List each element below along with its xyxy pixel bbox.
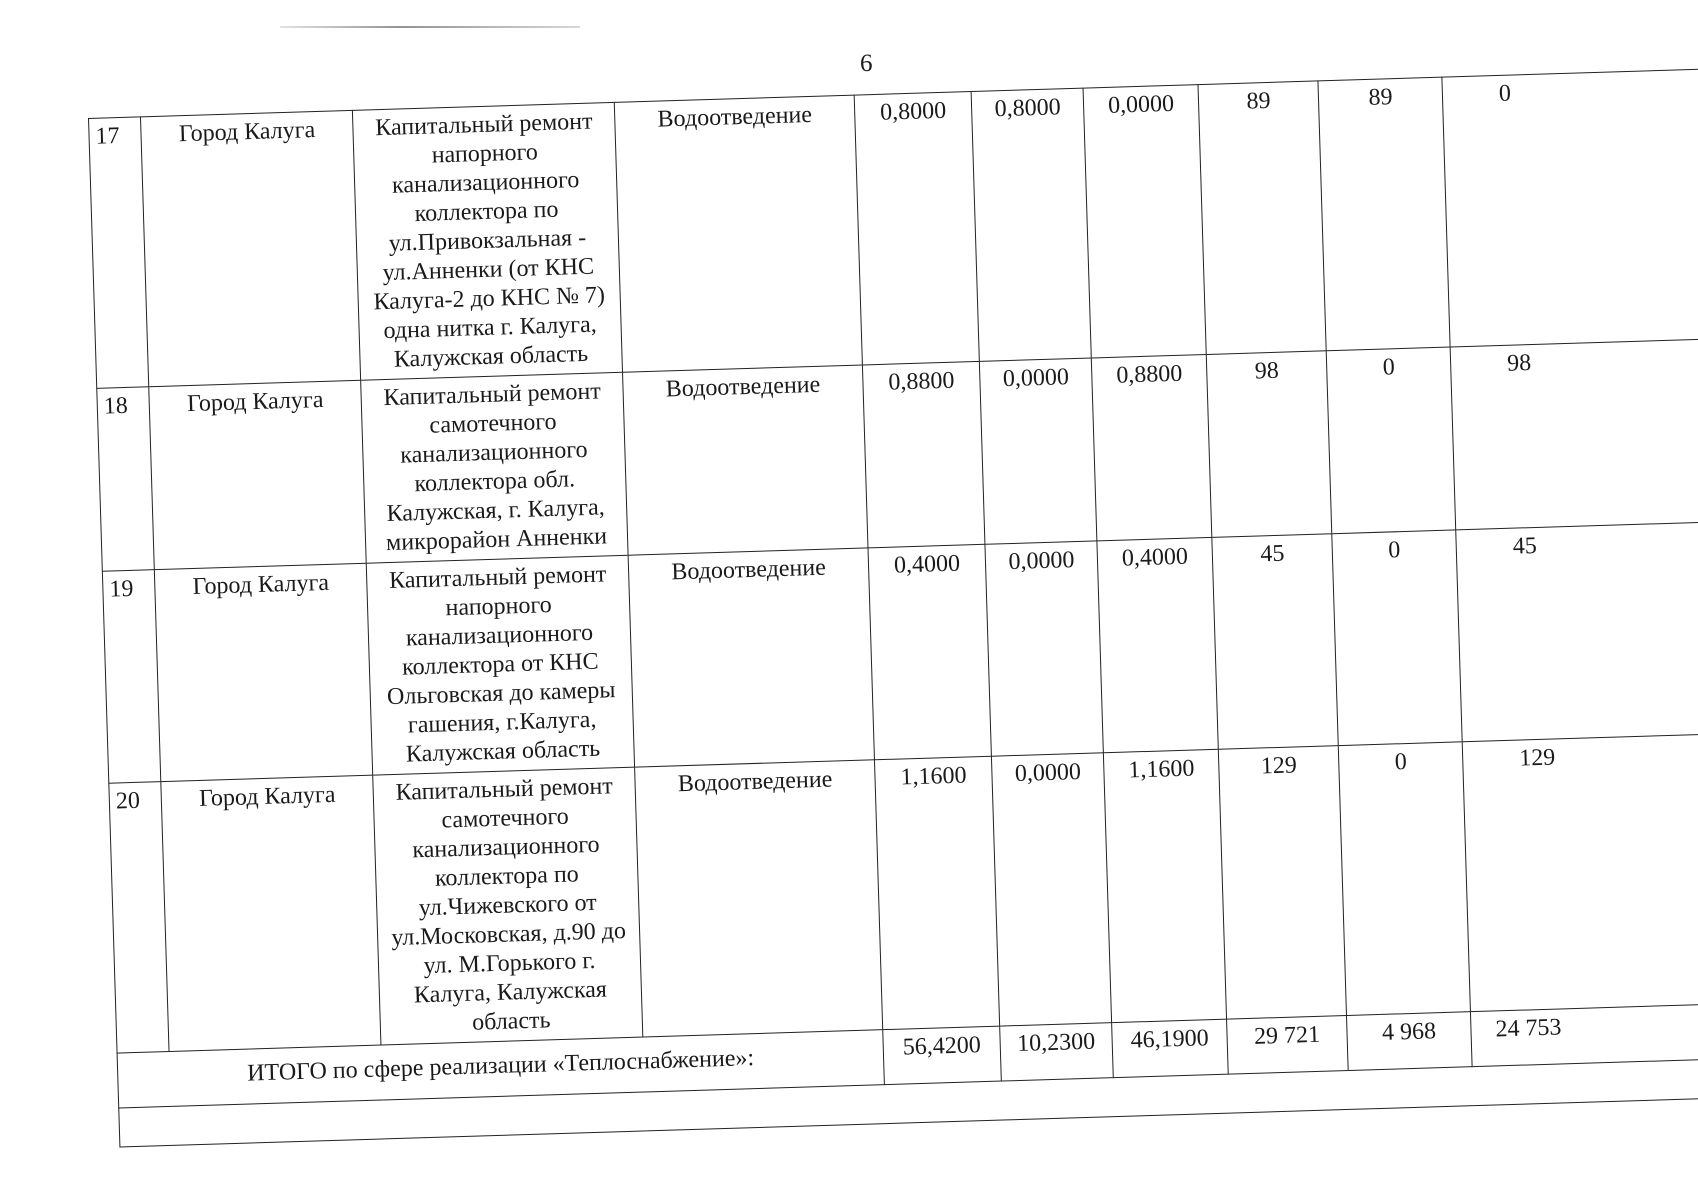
value-cell: 0 — [1332, 530, 1462, 746]
value-cell: 0,0000 — [979, 358, 1097, 544]
value-cell: 129 — [1462, 733, 1698, 1012]
value-cell: 0,8800 — [862, 361, 985, 547]
description-cell: Капитальный ремонт самотечного канализационного коллектора по ул.Чижевского от ул.Московская, д.90 до ул. М.Горького г. Калуга, Калужская область — [373, 767, 643, 1045]
sphere-cell: Водоотведение — [614, 95, 862, 372]
value-cell: 0,0000 — [991, 753, 1111, 1026]
row-number: 17 — [89, 117, 149, 388]
document-sheet — [88, 68, 1698, 1148]
row-number: 20 — [109, 782, 169, 1053]
municipality-cell: Город Калуга — [161, 775, 381, 1051]
value-cell: 0,0000 — [985, 541, 1103, 756]
value-cell: 98 — [1450, 338, 1698, 530]
value-cell: 1,1600 — [874, 756, 999, 1029]
sphere-cell: Водоотведение — [635, 760, 883, 1037]
description-cell: Капитальный ремонт напорного канализационного коллектора по ул.Привокзальная - ул.Анненки (от КНС Калуга-2 до КНС № 7) одна нитка г. Калуга, Калужская область — [352, 102, 622, 380]
sphere-cell: Водоотведение — [623, 365, 868, 555]
value-cell: 0,0000 — [1083, 85, 1206, 358]
total-label: ИТОГО по сфере реализации «Теплоснабжение»: — [117, 1030, 884, 1108]
repair-program-table — [88, 68, 1698, 1148]
row-number: 19 — [102, 570, 160, 783]
row-number: 18 — [97, 387, 155, 572]
value-cell: 0,8000 — [971, 88, 1091, 361]
value-cell: 129 — [1218, 746, 1346, 1020]
value-cell: 0,4000 — [1097, 537, 1218, 752]
municipality-cell: Город Калуга — [140, 110, 360, 386]
table-row — [89, 68, 1698, 388]
total-value-cell: 10,2300 — [1000, 1023, 1114, 1081]
value-cell: 0,4000 — [868, 544, 991, 759]
value-cell: 89 — [1198, 81, 1326, 355]
municipality-cell: Город Калуга — [149, 380, 366, 569]
total-value-cell: 24 753 — [1470, 1003, 1698, 1067]
page-number: 6 — [860, 50, 873, 77]
value-cell: 0,8000 — [854, 92, 979, 365]
value-cell: 89 — [1318, 77, 1450, 351]
value-cell: 0 — [1326, 347, 1456, 534]
total-value-cell: 46,1900 — [1112, 1019, 1229, 1077]
total-value-cell: 4 968 — [1346, 1012, 1472, 1071]
value-cell: 45 — [1456, 521, 1698, 742]
value-cell: 1,1600 — [1103, 749, 1226, 1022]
total-value-cell: 56,4200 — [883, 1026, 1002, 1085]
description-cell: Капитальный ремонт самотечного канализационного коллектора обл. Калужская, г. Калуга, микрорайон Анненки — [361, 372, 628, 563]
sphere-cell: Водоотведение — [628, 548, 874, 767]
value-cell: 0,8800 — [1091, 354, 1212, 540]
scan-artifact-line — [280, 26, 580, 28]
value-cell: 98 — [1206, 351, 1332, 538]
municipality-cell: Город Калуга — [154, 563, 372, 781]
value-cell: 0 — [1442, 68, 1698, 347]
description-cell: Капитальный ремонт напорного канализационного коллектора от КНС Ольговская до камеры гашения, г.Калуга, Калужская область — [366, 555, 634, 775]
value-cell: 45 — [1212, 534, 1338, 750]
table-row — [109, 733, 1698, 1053]
total-value-cell: 29 721 — [1227, 1015, 1349, 1074]
value-cell: 0 — [1338, 742, 1470, 1016]
